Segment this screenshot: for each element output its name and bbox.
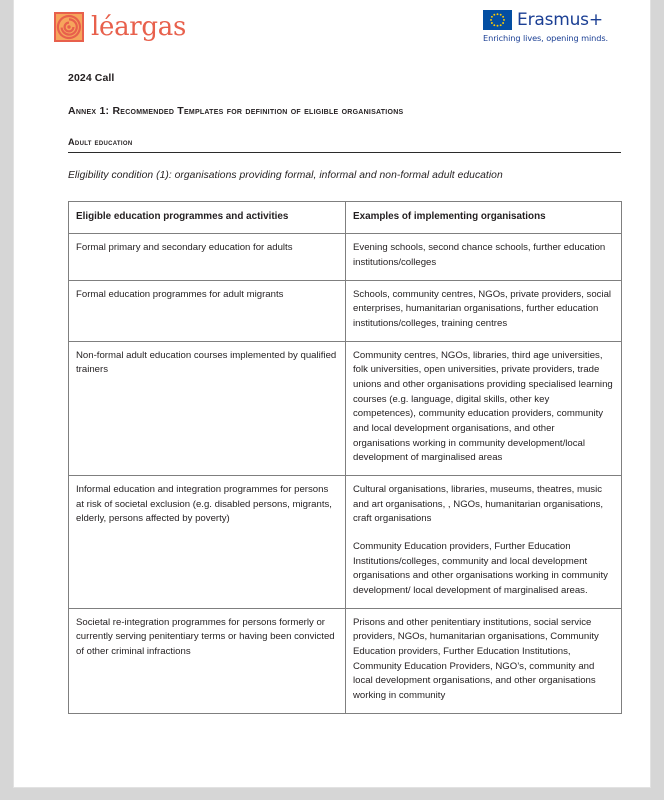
column-header-programmes: Eligible education programmes and activities <box>69 202 346 234</box>
example-paragraph: Schools, community centres, NGOs, private providers, social enterprises, humanitarian organisations, further education institutions/colleges, training centres <box>353 288 612 329</box>
cell-examples <box>346 234 622 280</box>
table-body <box>69 234 622 713</box>
document-body <box>68 72 621 714</box>
example-paragraph: Prisons and other penitentiary institutions, social service providers, NGOs, humanitarian organisations, Community Education providers, Further Education Institutions, Community Education Providers, NGO’s, community and local development organisations, and other organisations working in community <box>353 616 599 701</box>
eligible-organisations-table <box>68 201 622 714</box>
cell-programme: Informal education and integration programmes for persons at risk of societal exclusion (e.g. disabled persons, migrants, elderly, persons affected by poverty) <box>69 475 346 608</box>
column-header-organisations: Examples of implementing organisations <box>346 202 622 234</box>
cell-examples <box>346 341 622 475</box>
document-page <box>14 0 650 787</box>
example-paragraph: Community centres, NGOs, libraries, third age universities, folk universities, open universities, private providers, trade unions and other organisations providing specialised learning courses (e.g. language, digital skills, other key competences), community education providers, community and local development organisations, and other organisations working in community development/local development of marginalised areas <box>353 349 613 464</box>
example-paragraph: Community Education providers, Further Education Institutions/colleges, community and local development organisations and other organisations working in community development/ local development of marginalised areas. <box>353 540 608 596</box>
leargas-logo <box>54 12 186 42</box>
table-row <box>69 280 622 341</box>
eligibility-condition: Eligibility condition (1): organisations providing formal, informal and non-formal adult education <box>68 170 503 181</box>
example-paragraph: Evening schools, second chance schools, further education institutions/colleges <box>353 242 606 268</box>
table-row <box>69 341 622 475</box>
table-header-row <box>69 202 622 234</box>
cell-examples <box>346 280 622 341</box>
erasmus-logo <box>483 10 608 43</box>
page-masthead <box>14 0 650 62</box>
cell-examples <box>346 608 622 713</box>
table-row <box>69 475 622 608</box>
call-title: 2024 Call <box>68 72 115 84</box>
eu-flag-icon <box>483 10 512 30</box>
cell-programme: Non-formal adult education courses implemented by qualified trainers <box>69 341 346 475</box>
erasmus-tagline: Enriching lives, opening minds. <box>483 33 608 43</box>
erasmus-wordmark: Erasmus+ <box>517 9 603 30</box>
example-paragraph: Cultural organisations, libraries, museums, theatres, music and art organisations, , NGOs, humanitarian organisations, craft organisations <box>353 483 604 525</box>
cell-programme: Formal education programmes for adult migrants <box>69 280 346 341</box>
leargas-wordmark: léargas <box>91 12 187 42</box>
table-row <box>69 608 622 713</box>
leargas-spiral-icon <box>54 12 84 42</box>
annex-heading: Annex 1: Recommended Templates for definition of eligible organisations <box>68 105 404 117</box>
table-row <box>69 234 622 280</box>
cell-programme: Societal re-integration programmes for persons formerly or currently serving penitentiary terms or having been convicted of other criminal infractions <box>69 608 346 713</box>
cell-programme: Formal primary and secondary education for adults <box>69 234 346 280</box>
cell-examples <box>346 475 622 608</box>
section-heading: Adult education <box>68 137 133 147</box>
section-divider <box>68 152 621 153</box>
